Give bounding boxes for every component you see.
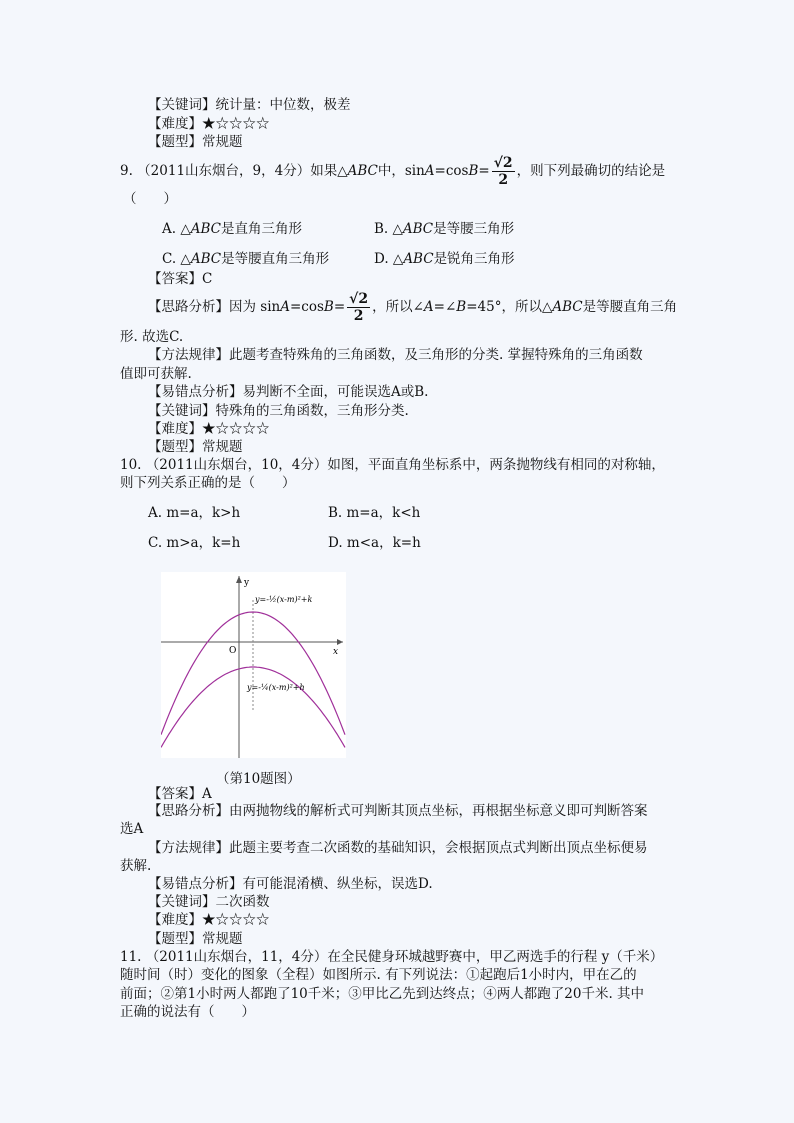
difficulty-line: 【难度】★☆☆☆☆ <box>148 116 270 132</box>
q9-type: 【题型】常规题 <box>148 439 243 455</box>
q10-method-cont: 获解. <box>120 858 152 874</box>
sqrt2-over-2: $\frac{√2}{2}$ <box>349 291 369 324</box>
sqrt2-over-2: $\frac{√2}{2}$ <box>493 155 513 188</box>
equation-lower: y=-¼(x-m)²+h <box>247 683 305 692</box>
q9-option-d: D. △ABC是锐角三角形 <box>374 251 515 267</box>
q9-stem: 9. （2011山东烟台，9，4分）如果△ABC中，sinA=cosB= $\frac{√2}{2}$ ，则下列最确切的结论是 <box>120 155 666 188</box>
q9-method: 【方法规律】此题考查特殊角的三角函数，及三角形的分类. 掌握特殊角的三角函数 <box>148 347 643 363</box>
parabola-graph <box>161 572 346 758</box>
q9-analysis: 【思路分析】因为 sinA=cosB= $\frac{√2}{2}$ ，所以∠A=∠B=45°，所以△ABC是等腰直角三角 <box>148 291 678 324</box>
q10-method: 【方法规律】此题主要考查二次函数的基础知识，会根据顶点式判断出顶点坐标便易 <box>148 840 648 856</box>
q10-answer: 【答案】A <box>148 786 212 802</box>
type-line: 【题型】常规题 <box>148 134 243 150</box>
q10-error: 【易错点分析】有可能混淆横、纵坐标，误选D. <box>148 876 433 892</box>
q9-error: 【易错点分析】易判断不全面，可能误选A或B. <box>148 384 429 400</box>
q9-method-cont: 值即可获解. <box>120 366 192 382</box>
q10-analysis-cont: 选A <box>120 821 144 837</box>
q11-line-2: 随时间（时）变化的图象（全程）如图所示. 有下列说法：①起跑后1小时内，甲在乙的 <box>120 967 637 983</box>
q9-option-a: A. △ABC是直角三角形 <box>162 221 302 237</box>
q10-caption: （第10题图） <box>216 771 301 787</box>
q10-option-a: A. m=a，k>h <box>148 505 241 521</box>
q9-analysis-cont: 形. 故选C. <box>120 329 184 345</box>
q11-line-4: 正确的说法有（ ） <box>120 1004 255 1020</box>
q10-keywords: 【关键词】二次函数 <box>148 894 270 910</box>
q9-answer: 【答案】C <box>148 271 213 287</box>
origin-label: O <box>229 646 237 656</box>
q9-difficulty: 【难度】★☆☆☆☆ <box>148 421 270 437</box>
q10-stem-cont: 则下列关系正确的是（ ） <box>120 475 296 491</box>
q10-analysis: 【思路分析】由两抛物线的解析式可判断其顶点坐标，再根据坐标意义即可判断答案 <box>148 803 648 819</box>
q10-stem: 10. （2011山东烟台，10，4分）如图，平面直角坐标系中，两条抛物线有相同的对称轴， <box>120 457 665 473</box>
q11-line-1: 11. （2011山东烟台，11，4分）在全民健身环城越野赛中，甲乙两选手的行程 y（千米） <box>120 949 664 965</box>
y-axis-label: y <box>244 578 250 588</box>
q11-line-3: 前面；②第1小时两人都跑了10千米；③甲比乙先到达终点；④两人都跑了20千米. 其中 <box>120 986 645 1002</box>
q9-option-b: B. △ABC是等腰三角形 <box>374 221 515 237</box>
q10-type: 【题型】常规题 <box>148 931 243 947</box>
x-axis-label: x <box>333 647 339 657</box>
q9-keywords: 【关键词】特殊角的三角函数，三角形分类. <box>148 403 409 419</box>
q10-option-d: D. m<a，k=h <box>328 535 421 551</box>
keywords-line: 【关键词】统计量：中位数，极差 <box>148 97 351 113</box>
q10-option-b: B. m=a，k<h <box>328 505 421 521</box>
q10-option-c: C. m>a，k=h <box>148 535 241 551</box>
q9-paren: （ ） <box>123 191 177 207</box>
q9-option-c: C. △ABC是等腰直角三角形 <box>162 251 330 267</box>
q10-difficulty: 【难度】★☆☆☆☆ <box>148 912 270 928</box>
equation-upper: y=-½(x-m)²+k <box>255 595 313 604</box>
